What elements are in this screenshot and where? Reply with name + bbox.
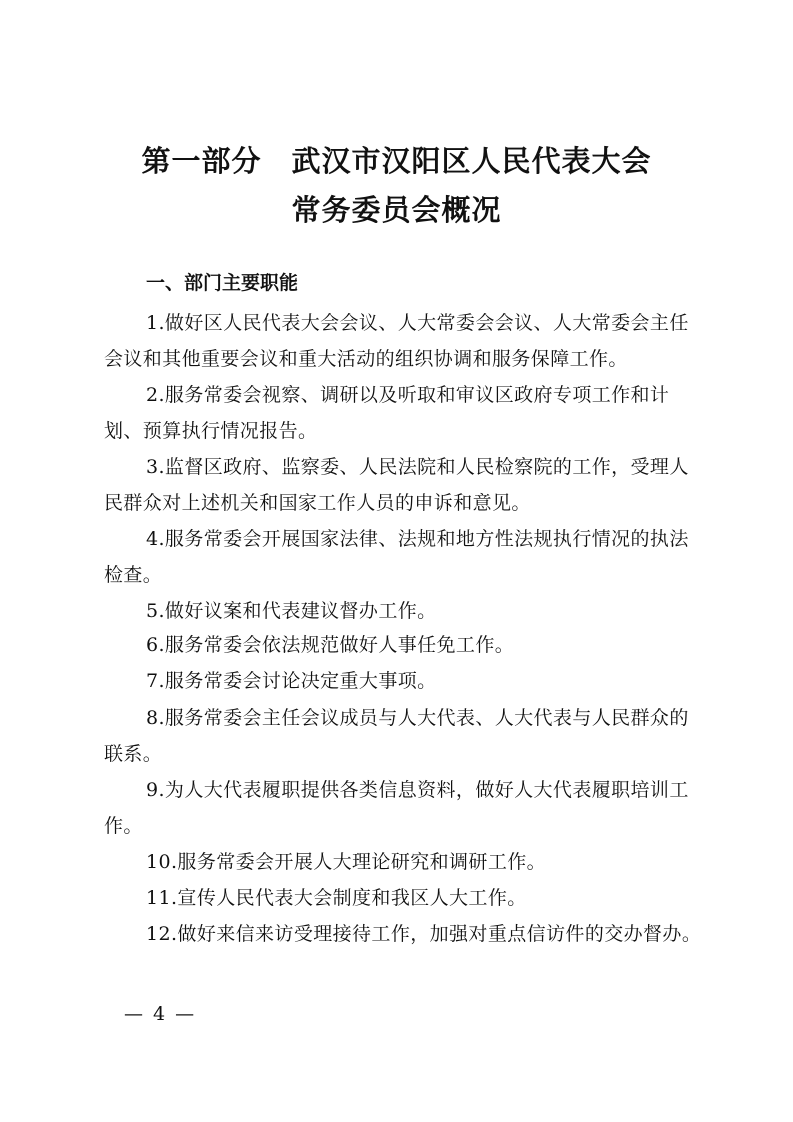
duty-item-1: 1.做好区人民代表大会会议、人大常委会会议、人大常委会主任会议和其他重要会议和重大活动的组织协调和服务保障工作。 bbox=[104, 312, 689, 370]
duty-item-10: 10.服务常委会开展人大理论研究和调研工作。 bbox=[146, 851, 547, 873]
duty-item-7: 7.服务常委会讨论决定重大事项。 bbox=[146, 670, 437, 692]
page-title-line-2: 常务委员会概况 bbox=[291, 193, 502, 227]
duty-item-2: 2.服务常委会视察、调研以及听取和审议区政府专项工作和计划、预算执行情况报告。 bbox=[104, 384, 670, 442]
section-heading: 一、部门主要职能 bbox=[146, 272, 299, 294]
duty-item-5: 5.做好议案和代表建议督办工作。 bbox=[146, 600, 437, 622]
page-title-line-1: 第一部分 武汉市汉阳区人民代表大会 bbox=[141, 144, 652, 178]
duty-item-3: 3.监督区政府、监察委、人民法院和人民检察院的工作，受理人民群众对上述机关和国家工作人员的申诉和意见。 bbox=[104, 456, 689, 514]
duty-item-12: 12.做好来信来访受理接待工作，加强对重点信访件的交办督办。 bbox=[146, 923, 702, 945]
duty-item-6: 6.服务常委会依法规范做好人事任免工作。 bbox=[146, 634, 515, 656]
duty-item-8: 8.服务常委会主任会议成员与人大代表、人大代表与人民群众的联系。 bbox=[104, 707, 689, 765]
duty-item-9: 9.为人大代表履职提供各类信息资料，做好人大代表履职培训工作。 bbox=[104, 779, 689, 837]
duty-item-4: 4.服务常委会开展国家法律、法规和地方性法规执行情况的执法检查。 bbox=[104, 528, 689, 586]
page-number: — 4 — bbox=[124, 1003, 197, 1025]
duty-item-11: 11.宣传人民代表大会制度和我区人大工作。 bbox=[146, 887, 527, 909]
